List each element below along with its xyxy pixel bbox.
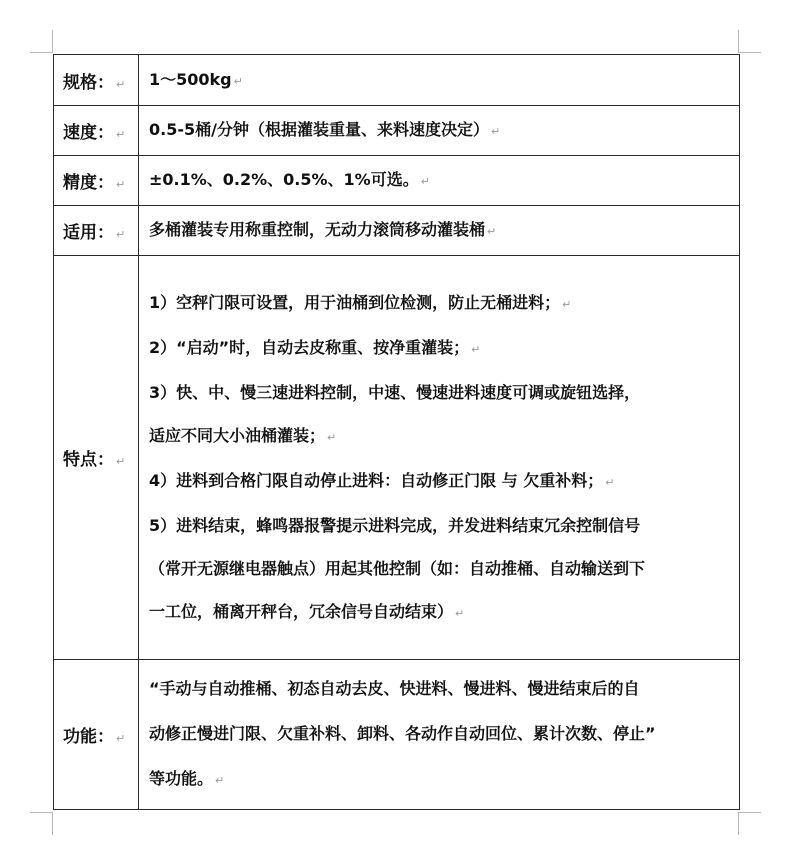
- table-row: [54, 256, 740, 660]
- paragraph-mark-icon: ↵: [490, 125, 501, 138]
- paragraph-mark-icon: ↵: [420, 175, 430, 188]
- row-value: 1～500kg ↵: [139, 55, 740, 106]
- paragraph-mark-icon: ↵: [605, 475, 615, 489]
- row-value: 0.5-5桶/分钟（根据灌装重量、来料速度决定） ↵: [139, 106, 740, 156]
- row-label: 速度： ↵: [54, 106, 139, 156]
- paragraph-mark-icon: ↵: [233, 74, 243, 88]
- table-row: [54, 106, 740, 156]
- table-row: [54, 55, 740, 106]
- paragraph-mark-icon: ↵: [116, 77, 126, 91]
- table-row: [54, 206, 740, 256]
- paragraph-mark-icon: ↵: [327, 430, 337, 444]
- row-value: ±0.1%、0.2%、0.5%、1%可选。 ↵: [139, 156, 740, 206]
- row-value: 1）空秤门限可设置，用于油桶到位检测，防止无桶进料； ↵ 2）“启动”时，自动去皮称重、按净重灌装； ↵ 3）快、中、慢三速进料控制，中速、慢速进料速度可调或旋钮选择， 适应不同大小油桶灌装； ↵ 4）进料到合格门限自动停止进料：自动修正门限 与 欠重补料； ↵ 5）进料结束，蜂鸣器报警提示进料完成，并发进料结束冗余控制信号 （常开无源继电器触点）用起其他控制（如：自动推桶、自动输送到下 一工位，桶离开秤台，冗余信号自动结束） ↵: [139, 256, 740, 660]
- row-label: 特点： ↵: [54, 256, 139, 660]
- paragraph-mark-icon: ↵: [215, 774, 225, 787]
- spec-table: [53, 54, 740, 810]
- crop-mark-top-right: [738, 30, 761, 53]
- table-row: [54, 660, 740, 810]
- table-row: [54, 156, 740, 206]
- row-label: 规格： ↵: [54, 55, 139, 106]
- paragraph-mark-icon: ↵: [487, 225, 497, 238]
- paragraph-mark-icon: ↵: [471, 342, 481, 356]
- paragraph-mark-icon: ↵: [116, 228, 126, 241]
- crop-mark-bottom-right: [738, 812, 761, 835]
- crop-mark-bottom-left: [30, 812, 53, 835]
- row-label: 功能： ↵: [54, 660, 139, 810]
- row-label: 精度： ↵: [54, 156, 139, 206]
- row-label: 适用： ↵: [54, 206, 139, 256]
- paragraph-mark-icon: ↵: [562, 297, 572, 311]
- paragraph-mark-icon: ↵: [116, 732, 126, 745]
- paragraph-mark-icon: ↵: [116, 455, 126, 468]
- paragraph-mark-icon: ↵: [116, 128, 126, 141]
- row-value: 多桶灌装专用称重控制，无动力滚筒移动灌装桶 ↵: [139, 206, 740, 256]
- paragraph-mark-icon: ↵: [116, 178, 126, 191]
- row-value: “手动与自动推桶、初态自动去皮、快进料、慢进料、慢进结束后的自 动修正慢进门限、欠重补料、卸料、各动作自动回位、累计次数、停止” 等功能。 ↵: [139, 660, 740, 810]
- crop-mark-top-left: [30, 30, 53, 53]
- paragraph-mark-icon: ↵: [455, 606, 465, 620]
